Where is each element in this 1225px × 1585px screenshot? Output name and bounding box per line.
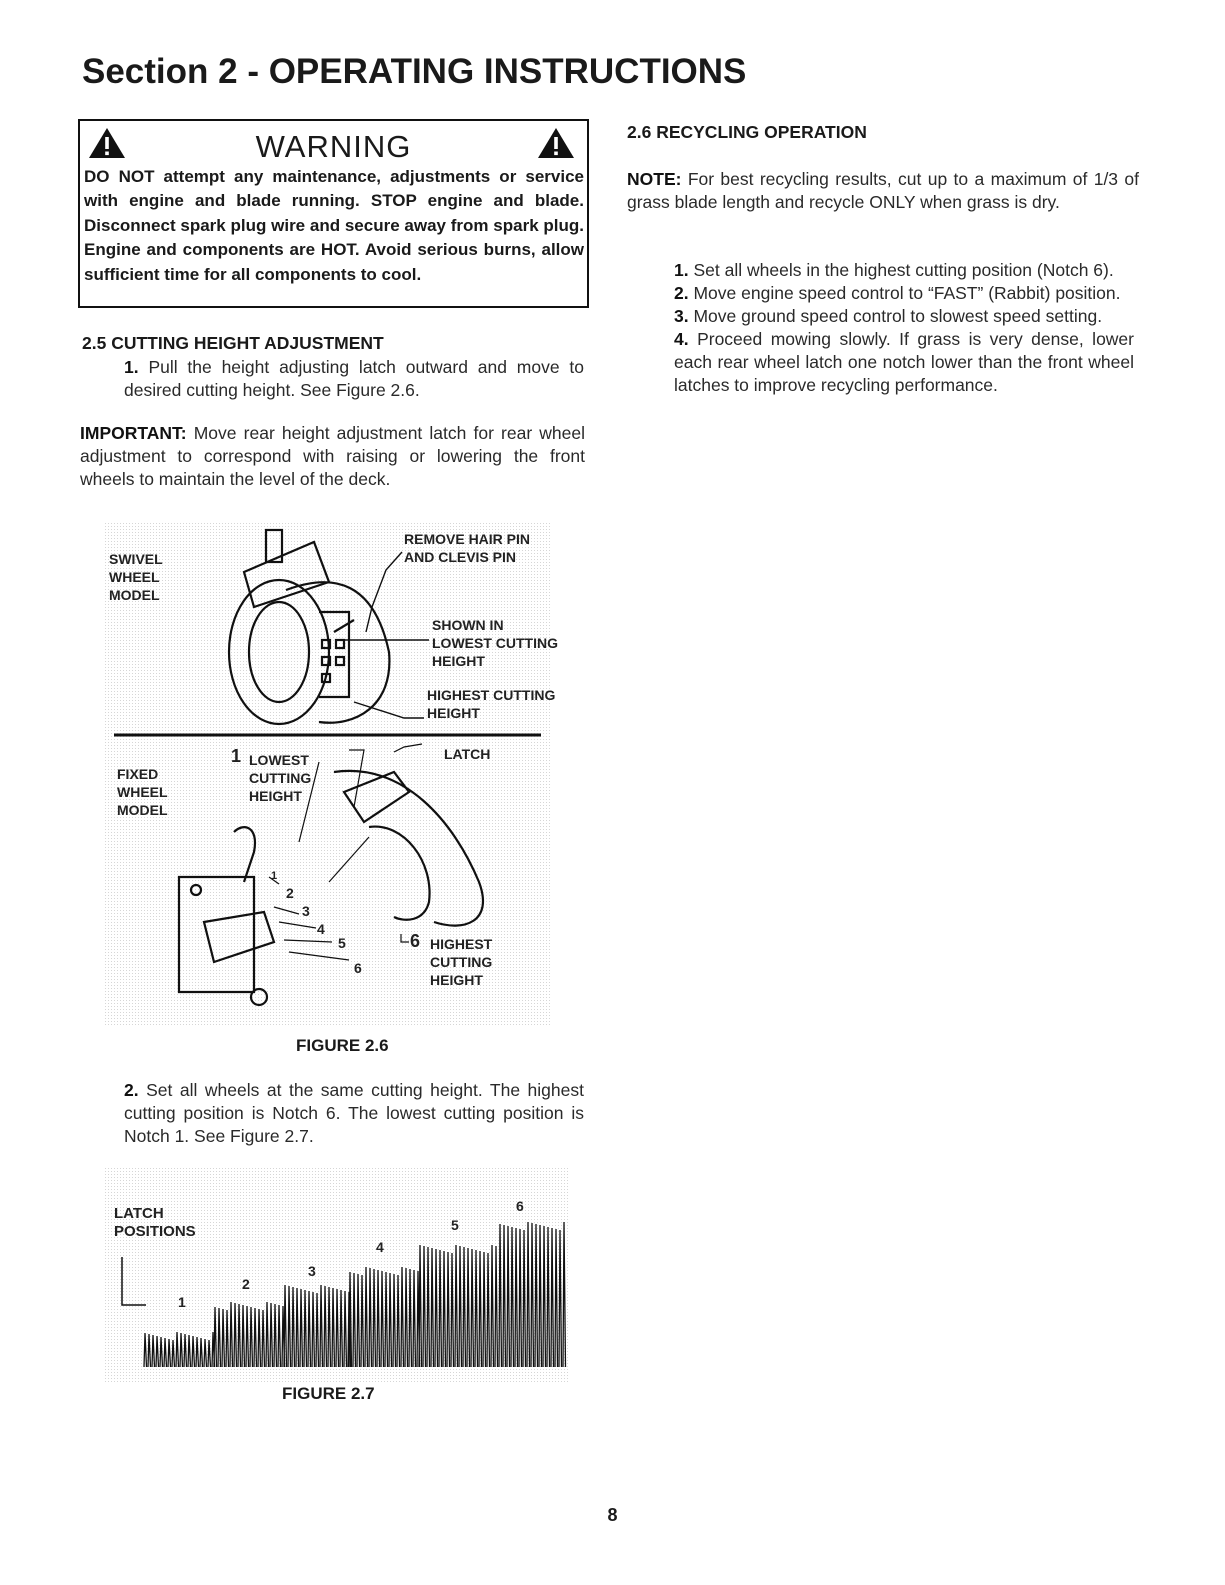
lowest-cutting-label [249,751,311,805]
shown-in-lowest-label [432,616,558,670]
highest-cutting-top-label [427,686,555,722]
notch-number: 3 [302,903,310,919]
grass-blade [511,1227,514,1367]
grass-blade [156,1336,159,1367]
note-text: For best recycling results, cut up to a maximum of 1/3 of grass blade length and recycle ONLY when grass is dry. [627,169,1139,212]
grass-blade [451,1253,454,1367]
label-line: SHOWN IN [432,617,504,633]
grass-blade [184,1334,187,1367]
grass-blade [401,1267,404,1367]
grass-blade [547,1227,550,1367]
grass-blade [389,1273,392,1367]
grass-blade [487,1253,490,1367]
grass-blade [483,1252,486,1367]
swivel-wheel-label [109,550,163,604]
notch-number: 5 [338,935,346,951]
grass-blade [238,1304,241,1367]
grass-blade [357,1274,360,1367]
label-line: LOWEST CUTTING [432,635,558,651]
grass-blade [176,1332,179,1367]
grass-blade [304,1290,307,1367]
grass-blade [539,1225,542,1367]
grass-blade [188,1335,191,1367]
grass-blade [168,1339,171,1367]
grass-blade [332,1288,335,1367]
grass-blade [491,1245,494,1367]
grass-blade [292,1287,295,1367]
figure-2-7-caption: FIGURE 2.7 [282,1384,375,1403]
label-line: HIGHEST CUTTING [427,687,556,703]
grass-blade [336,1289,339,1367]
cutting-step-2 [124,1079,584,1148]
grass-blade [459,1246,462,1367]
grass-blade [495,1246,498,1367]
figure-2-6-illustration [104,522,558,1027]
grass-blade [300,1289,303,1367]
label-line: HEIGHT [430,972,483,988]
figure-2-7-illustration [104,1167,569,1382]
grass-blade [475,1250,478,1367]
grass-blade [222,1309,225,1367]
step-number: 1. [124,357,139,377]
figure-2-6-caption: FIGURE 2.6 [296,1036,389,1055]
grass-blade [543,1226,546,1367]
grass-blade [535,1224,538,1367]
grass-blade [431,1248,434,1367]
notch-number: 2 [286,885,294,901]
grass-blades [144,1222,566,1367]
grass-blade [559,1230,562,1367]
grass-blade [369,1268,372,1367]
step-text: Set all wheels in the highest cutting position (Notch 6). [693,260,1114,280]
latch-position-number: 6 [516,1198,524,1214]
grass-blade [439,1250,442,1367]
grass-blade [266,1302,269,1367]
warning-text: DO NOT attempt any maintenance, adjustments or service with engine and blade running. STOP engine and blade. Disconnect spark plug wire and secure away from spark plug. Engine and components are HOT. Avoid serious burns, allow sufficient time for all components to cool. [84,167,584,284]
grass-blade [254,1308,257,1367]
latch-position-number: 2 [242,1276,250,1292]
label-line: HIGHEST [430,936,493,952]
grass-blade [344,1291,347,1367]
grass-blade [148,1334,151,1367]
grass-blade [507,1226,510,1367]
label-line: WHEEL [109,569,160,585]
grass-blade [515,1228,518,1367]
grass-blade [262,1310,265,1367]
recycling-note [627,168,1139,214]
grass-blade [353,1273,356,1367]
grass-blade [423,1246,426,1367]
notch-number: 6 [354,960,362,976]
grass-blade [324,1286,327,1367]
grass-blade [555,1229,558,1367]
warning-title: WARNING [255,129,412,164]
grass-blade [320,1285,323,1367]
grass-blade [499,1224,502,1367]
grass-blade [214,1307,217,1367]
fixed-wheel-label [117,765,168,819]
warning-header [80,125,587,165]
grass-blade [284,1285,287,1367]
grass-blade [385,1272,388,1367]
important-note [80,422,585,491]
grass-blade [519,1229,522,1367]
recycling-step [674,259,1134,282]
grass-blade [479,1251,482,1367]
grass-blade [274,1304,277,1367]
grass-blade [296,1288,299,1367]
grass-blade [523,1230,526,1367]
grass-blade [381,1271,384,1367]
section-heading-recycling: 2.6 RECYCLING OPERATION [627,122,867,142]
grass-blade [397,1275,400,1367]
grass-height-drawing [104,1167,569,1382]
remove-pin-label [404,530,530,566]
step-number: 2. [674,283,689,303]
grass-blade [218,1308,221,1367]
warning-box [78,119,589,308]
grass-blade [419,1245,422,1367]
label-line: SWIVEL [109,551,163,567]
step-text: Set all wheels at the same cutting height. The highest cutting position is Notch 6. The lowest cutting position is Notch 1. See Figure 2.7. [124,1080,584,1146]
grass-blade [144,1333,147,1367]
label-line: FIXED [117,766,159,782]
grass-blade [365,1267,368,1367]
grass-blade [316,1293,319,1367]
step-number: 3. [674,306,689,326]
latch-positions-label [114,1205,196,1241]
grass-blade [192,1336,195,1367]
grass-blade [204,1339,207,1367]
grass-blade [230,1302,233,1367]
grass-blade [242,1305,245,1367]
grass-blade [196,1337,199,1367]
label-line: CUTTING [249,770,312,786]
grass-blade [377,1270,380,1367]
grass-blade [172,1340,175,1367]
grass-blade [443,1251,446,1367]
grass-blade [563,1222,566,1367]
grass-blade [270,1303,273,1367]
grass-blade [435,1249,438,1367]
grass-blade [463,1247,466,1367]
label-line: HEIGHT [432,653,485,669]
grass-blade [200,1338,203,1367]
grass-blade [503,1225,506,1367]
recycling-steps [674,259,1134,397]
grass-blade [308,1291,311,1367]
step-number: 2. [124,1080,139,1100]
label-line: WHEEL [117,784,168,800]
important-text: Move rear height adjustment latch for rear wheel adjustment to correspond with raising or lowering the front wheels to maintain the level of the deck. [80,423,585,489]
recycling-step [674,305,1134,328]
grass-blade [405,1268,408,1367]
grass-blade [413,1270,416,1367]
step-number: 1. [674,260,689,280]
label-line: MODEL [117,802,168,818]
step-number: 4. [674,329,689,349]
grass-blade [288,1286,291,1367]
label-line: AND CLEVIS PIN [404,549,517,565]
label-line: LOWEST [249,752,309,768]
highest-cutting-label [430,935,492,989]
latch-position-number: 5 [451,1217,459,1233]
label-line: REMOVE HAIR PIN [404,531,531,547]
step-text: Proceed mowing slowly. If grass is very dense, lower each rear wheel latch one notch lower than the front wheel latches to improve recycling performance. [674,329,1134,395]
grass-blade [393,1274,396,1367]
grass-blade [340,1290,343,1367]
highest-notch-number: 6 [410,931,421,951]
page-title: Section 2 - OPERATING INSTRUCTIONS [82,52,747,91]
grass-blade [246,1306,249,1367]
grass-blade [328,1287,331,1367]
grass-blade [527,1222,530,1367]
label-line: LATCH [114,1205,164,1222]
grass-blade [531,1223,534,1367]
recycling-step [674,328,1134,397]
grass-blade [278,1305,281,1367]
label-line: MODEL [109,587,160,603]
latch-position-number: 4 [376,1239,384,1255]
grass-blade [234,1303,237,1367]
label-line: POSITIONS [114,1223,196,1240]
warning-triangle-icon [537,127,575,159]
page-number: 8 [607,1505,618,1525]
step-text: Move ground speed control to slowest speed setting. [693,306,1103,326]
grass-blade [551,1228,554,1367]
grass-blade [455,1245,458,1367]
notch-number: 1 [271,870,278,882]
grass-blade [152,1335,155,1367]
grass-blade [258,1309,261,1367]
latch-position-number: 3 [308,1263,316,1279]
grass-blade [373,1269,376,1367]
step-text: Pull the height adjusting latch outward and move to desired cutting height. See Figure 2.6. [124,357,584,400]
latch-label: LATCH [444,746,491,762]
cutting-step-1 [124,356,584,402]
grass-blade [361,1275,364,1367]
grass-blade [180,1333,183,1367]
step-text: Move engine speed control to “FAST” (Rabbit) position. [693,283,1121,303]
grass-blade [226,1310,229,1367]
lowest-notch-number: 1 [231,746,242,766]
recycling-step [674,282,1134,305]
grass-blade [409,1269,412,1367]
grass-blade [312,1292,315,1367]
latch-position-number: 1 [178,1294,186,1310]
notch-number: 4 [317,921,325,937]
grass-blade [164,1338,167,1367]
grass-blade [471,1249,474,1367]
section-heading-cutting-height: 2.5 CUTTING HEIGHT ADJUSTMENT [82,333,384,353]
label-line: HEIGHT [427,705,480,721]
grass-blade [427,1247,430,1367]
label-line: CUTTING [430,954,493,970]
note-label: NOTE: [627,169,682,189]
important-label: IMPORTANT: [80,423,187,443]
grass-blade [160,1337,163,1367]
label-line: HEIGHT [249,788,302,804]
grass-blade [250,1307,253,1367]
grass-blade [447,1252,450,1367]
grass-blade [208,1340,211,1367]
grass-blade [467,1248,470,1367]
